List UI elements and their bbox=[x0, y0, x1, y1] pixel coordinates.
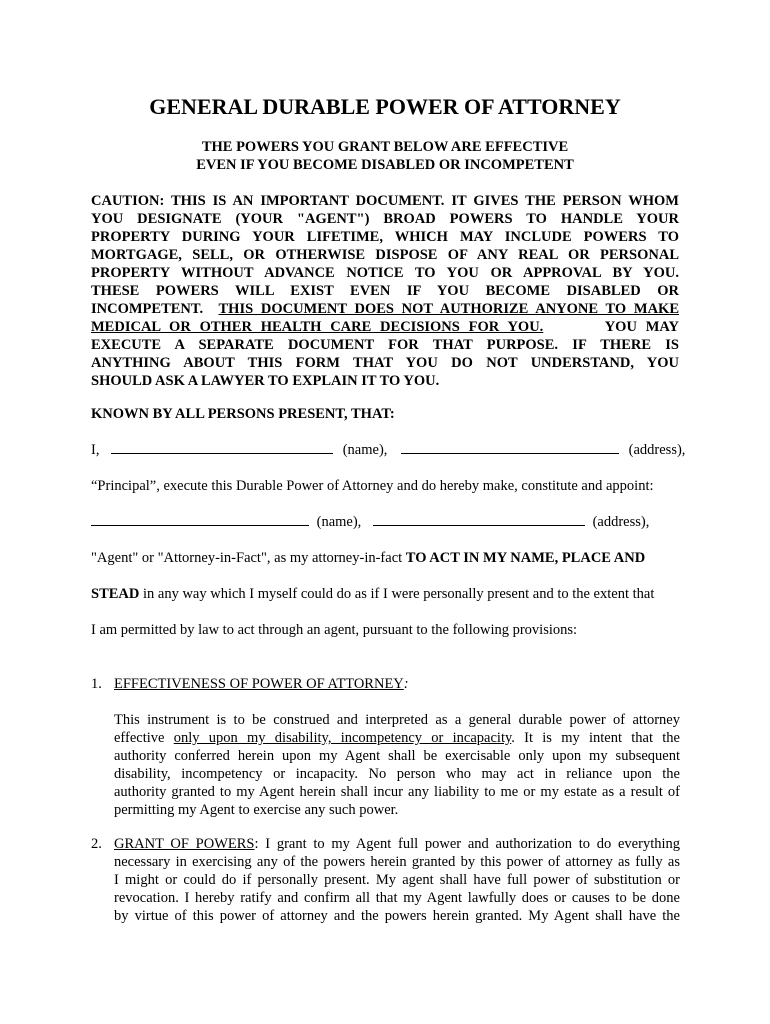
section-1-number: 1. bbox=[91, 676, 102, 692]
section-1-underlined-phrase: only upon my disability, incompetency or incapacity bbox=[173, 730, 512, 746]
section-1-heading-line bbox=[114, 675, 409, 693]
section-2-number: 2. bbox=[91, 836, 102, 852]
section-2-line: I might or could do if personally present. My agent shall have full power of substitution or bbox=[114, 872, 680, 888]
principal-name-blank[interactable] bbox=[111, 441, 333, 454]
caution-underlined-medical: MEDICAL OR OTHER HEALTH CARE DECISIONS FOR YOU. bbox=[91, 319, 544, 335]
document-title: GENERAL DURABLE POWER OF ATTORNEY bbox=[149, 94, 621, 119]
caution-line: ANYTHING ABOUT THIS FORM THAT YOU DO NOT UNDERSTAND, YOU bbox=[91, 355, 679, 371]
section-2-heading: GRANT OF POWERS bbox=[114, 836, 255, 852]
caution-underlined-notice: THIS DOCUMENT DOES NOT AUTHORIZE ANYONE TO MAKE bbox=[218, 301, 679, 317]
section-2-line bbox=[114, 835, 680, 853]
section-1-line bbox=[114, 729, 680, 747]
caution-line bbox=[91, 318, 679, 336]
section-2-line: necessary in exercising any of the powers herein granted by this power of attorney as fully as bbox=[114, 854, 680, 870]
section-1-line2-start: effective bbox=[114, 730, 174, 746]
principal-prefix: I, bbox=[91, 442, 100, 458]
section-1-line2-end: . It is my intent that the bbox=[511, 730, 680, 746]
caution-line bbox=[91, 300, 679, 318]
caution-line: PROPERTY DURING YOUR LIFETIME, WHICH MAY INCLUDE POWERS TO bbox=[91, 229, 679, 245]
section-2-line: revocation. I hereby ratify and confirm all that my Agent lawfully does or causes to be done bbox=[114, 890, 680, 906]
caution-line: YOU DESIGNATE (YOUR "AGENT") BROAD POWERS TO HANDLE YOUR bbox=[91, 211, 679, 227]
section-1-line: permitting my Agent to exercise any such power. bbox=[114, 802, 399, 818]
section-1-heading-colon: : bbox=[403, 676, 409, 692]
agent-address-label: (address), bbox=[592, 514, 650, 530]
principal-declaration: “Principal”, execute this Durable Power of Attorney and do hereby make, constitute and appoint: bbox=[91, 478, 654, 494]
caution-you-may: YOU MAY bbox=[604, 319, 679, 335]
section-1-body bbox=[114, 711, 680, 819]
section-1-line: authority granted to my Agent herein shall incur any liability to me or my estate as a result of bbox=[114, 784, 680, 800]
section-2-body bbox=[114, 835, 680, 925]
stead-line bbox=[91, 585, 654, 603]
agent-designation-line bbox=[91, 549, 645, 567]
caution-line: CAUTION: THIS IS AN IMPORTANT DOCUMENT. IT GIVES THE PERSON WHOM bbox=[91, 193, 679, 209]
section-1-heading: EFFECTIVENESS OF POWER OF ATTORNEY bbox=[114, 676, 404, 692]
agent-designation-bold: TO ACT IN MY NAME, PLACE AND bbox=[405, 550, 646, 566]
principal-address-label: (address), bbox=[628, 442, 686, 458]
agent-address-blank[interactable] bbox=[373, 513, 585, 526]
known-by-all-heading: KNOWN BY ALL PERSONS PRESENT, THAT: bbox=[91, 406, 395, 422]
subtitle-line-1: THE POWERS YOU GRANT BELOW ARE EFFECTIVE bbox=[201, 139, 569, 155]
principal-name-label: (name), bbox=[342, 442, 388, 458]
agent-name-label: (name), bbox=[316, 514, 362, 530]
section-1-line: disability, incompetency or incapacity. No person who may act in reliance upon the bbox=[114, 766, 680, 782]
caution-incompetent: INCOMPETENT. bbox=[91, 301, 204, 317]
agent-fill-line bbox=[91, 513, 649, 531]
principal-fill-line bbox=[91, 441, 686, 459]
subtitle-line-2: EVEN IF YOU BECOME DISABLED OR INCOMPETENT bbox=[196, 157, 574, 173]
stead-bold: STEAD bbox=[91, 586, 140, 602]
caution-paragraph bbox=[91, 192, 679, 390]
caution-line: MORTGAGE, SELL, OR OTHERWISE DISPOSE OF ANY REAL OR PERSONAL bbox=[91, 247, 679, 263]
stead-text: in any way which I myself could do as if I were personally present and to the extent that bbox=[139, 586, 655, 602]
section-1-line: authority conferred herein upon my Agent shall be exercisable only upon my subsequent bbox=[114, 748, 680, 764]
principal-address-blank[interactable] bbox=[401, 441, 619, 454]
section-1-line: This instrument is to be construed and interpreted as a general durable power of attorney bbox=[114, 712, 680, 728]
permitted-line: I am permitted by law to act through an agent, pursuant to the following provisions: bbox=[91, 622, 578, 638]
caution-line: EXECUTE A SEPARATE DOCUMENT FOR THAT PURPOSE. IF THERE IS bbox=[91, 337, 679, 353]
caution-line: SHOULD ASK A LAWYER TO EXPLAIN IT TO YOU. bbox=[91, 373, 440, 389]
caution-line: PROPERTY WITHOUT ADVANCE NOTICE TO YOU OR APPROVAL BY YOU. bbox=[91, 265, 679, 281]
caution-line: THESE POWERS WILL EXIST EVEN IF YOU BECOME DISABLED OR bbox=[91, 283, 679, 299]
section-2-line1-rest: : I grant to my Agent full power and authorization to do everything bbox=[254, 836, 680, 852]
section-2-line: by virtue of this power of attorney and the powers herein granted. My Agent shall have the bbox=[114, 908, 680, 924]
agent-designation-text: "Agent" or "Attorney-in-Fact", as my attorney-in-fact bbox=[91, 550, 406, 566]
agent-name-blank[interactable] bbox=[91, 513, 309, 526]
